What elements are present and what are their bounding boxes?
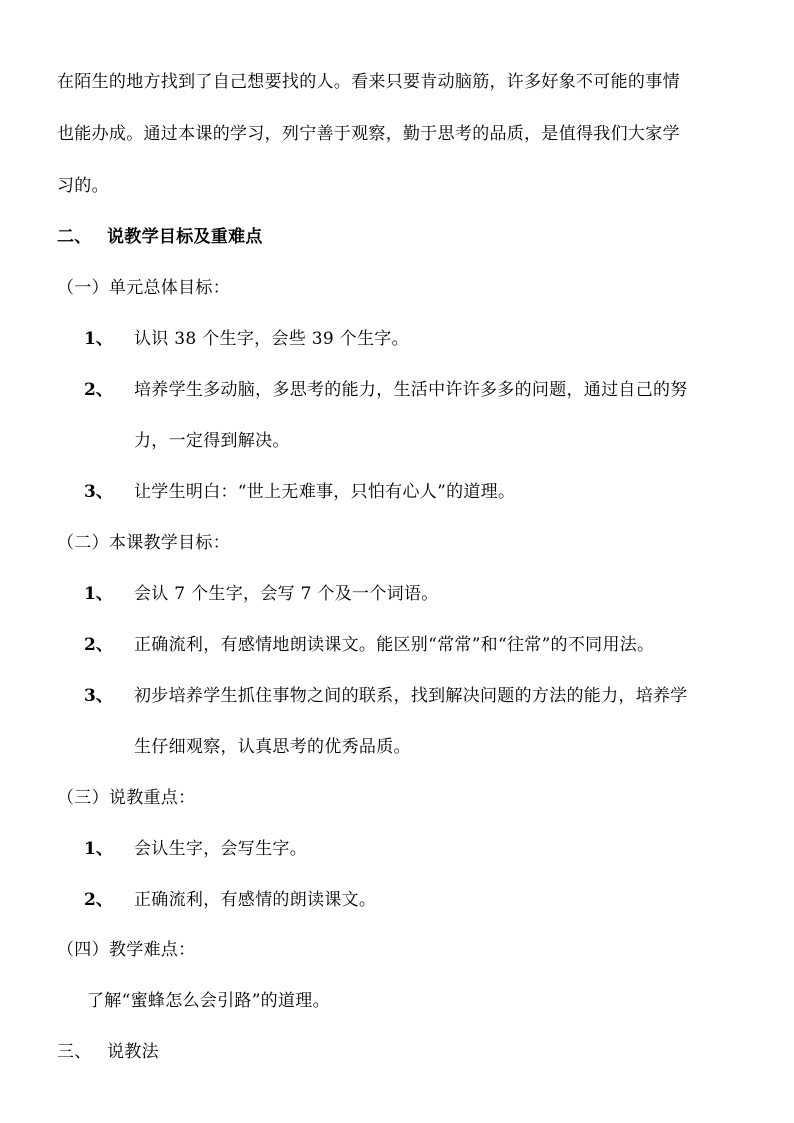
unit-goal-2-text-line-1: 培养学生多动脑，多思考的能力，生活中许许多多的问题，通过自己的努 <box>134 380 688 400</box>
intro-line-3: 习的。 <box>57 176 109 196</box>
lesson-goal-3-text-line-1: 初步培养学生抓住事物之间的联系，找到解决问题的方法的能力，培养学 <box>134 686 688 706</box>
intro-line-1: 在陌生的地方找到了自己想要找的人。看来只要肯动脑筋，许多好象不可能的事情 <box>57 72 680 92</box>
section-3-title: 说教法 <box>107 1042 159 1062</box>
key-point-1-text: 会认生字，会写生字。 <box>134 839 307 859</box>
lesson-goal-1-text: 会认 7 个生字，会写 7 个及一个词语。 <box>134 584 439 604</box>
difficulty-heading: （四）教学难点： <box>57 940 196 960</box>
key-point-2-text: 正确流利，有感情的朗读课文。 <box>134 890 377 910</box>
unit-goal-3-number: 3、 <box>84 482 113 502</box>
section-3-number: 三、 <box>57 1042 92 1062</box>
lesson-goal-3-number: 3、 <box>84 686 113 706</box>
lesson-goal-1-number: 1、 <box>84 584 113 604</box>
unit-goals-heading: （一）单元总体目标： <box>57 278 230 298</box>
key-point-2-number: 2、 <box>84 890 113 910</box>
unit-goal-3-text: 让学生明白：“世上无难事，只怕有心人”的道理。 <box>134 482 516 502</box>
section-2-title: 说教学目标及重难点 <box>107 227 263 247</box>
lesson-goal-2-text: 正确流利，有感情地朗读课文。能区别“常常”和“往常”的不同用法。 <box>134 635 655 655</box>
unit-goal-1-text: 认识 38 个生字，会些 39 个生字。 <box>134 329 409 349</box>
lesson-goal-2-number: 2、 <box>84 635 113 655</box>
unit-goal-1-number: 1、 <box>84 329 113 349</box>
unit-goal-2-number: 2、 <box>84 380 113 400</box>
lesson-goal-3-text-line-2: 生仔细观察，认真思考的优秀品质。 <box>134 737 411 757</box>
section-2-number: 二、 <box>57 227 92 247</box>
intro-line-2: 也能办成。通过本课的学习，列宁善于观察，勤于思考的品质，是值得我们大家学 <box>57 124 680 144</box>
key-points-heading: （三）说教重点： <box>57 788 196 808</box>
key-point-1-number: 1、 <box>84 839 113 859</box>
lesson-goals-heading: （二）本课教学目标： <box>57 533 230 553</box>
difficulty-text: 了解“蜜蜂怎么会引路”的道理。 <box>87 991 330 1011</box>
unit-goal-2-text-line-2: 力，一定得到解决。 <box>134 431 290 451</box>
